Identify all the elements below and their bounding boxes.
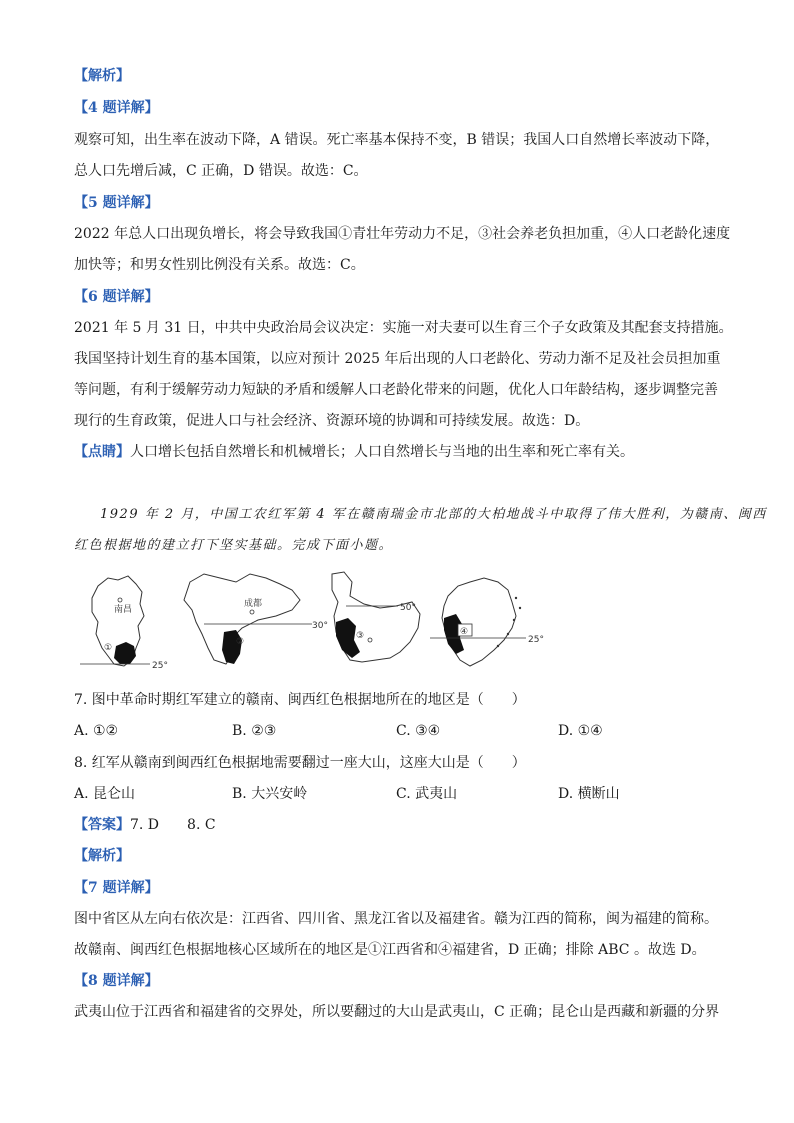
q8-stem: 8. 红军从赣南到闽西红色根据地需要翻过一座大山，这座大山是（ ） (74, 755, 526, 771)
answer-header: 【答案】 (74, 817, 130, 833)
note-line (74, 442, 634, 462)
q7-option-a: A. ①② (74, 723, 119, 739)
label-map-2: ② (236, 637, 245, 647)
map-fujian (430, 578, 544, 666)
q4-line-2: 总人口先增后减，C 正确，D 错误。故选：C。 (74, 163, 368, 179)
analysis-header: 【解析】 (74, 68, 130, 84)
note-header: 【点睛】 (74, 444, 130, 460)
q7-option-d: D. ①④ (558, 723, 603, 739)
q7-detail-line-1: 图中省区从左向右依次是：江西省、四川省、黑龙江省以及福建省。赣为江西的简称，闽为福建的简称。 (74, 911, 718, 927)
q8-option-d: D. 横断山 (558, 786, 620, 802)
analysis-header-2: 【解析】 (74, 848, 130, 864)
province-maps-figure (80, 568, 560, 676)
q5-line-2: 加快等；和男女性别比例没有关系。故选：C。 (74, 257, 365, 273)
q6-detail-header: 【6 题详解】 (74, 289, 159, 305)
passage-line-1: 1929 年 2 月，中国工农红军第 4 军在赣南瑞金市北部的大柏地战斗中取得了伟大胜利，为赣南、闽西 (100, 507, 767, 522)
q6-line-4: 现行的生育政策，促进人口与社会经济、资源环境的协调和可持续发展。故选：D。 (74, 413, 590, 429)
province-maps-svg (80, 568, 560, 676)
q7-option-c: C. ③④ (396, 723, 441, 739)
map-jiangxi (80, 576, 168, 671)
q8-option-c: C. 武夷山 (396, 786, 458, 802)
label-nanchang: 南昌 (114, 605, 133, 615)
q4-line-1: 观察可知，出生率在波动下降，A 错误。死亡率基本保持不变，B 错误；我国人口自然增长率波动下降， (74, 132, 720, 148)
q8-detail-header: 【8 题详解】 (74, 973, 159, 989)
map-sichuan (184, 574, 328, 664)
q5-line-1: 2022 年总人口出现负增长，将会导致我国①青壮年劳动力不足，③社会养老负担加重，④人口老龄化速度 (74, 226, 731, 242)
q7-stem: 7. 图中革命时期红军建立的赣南、闽西红色根据地所在的地区是（ ） (74, 692, 526, 708)
q6-line-1: 2021 年 5 月 31 日，中共中央政治局会议决定：实施一对夫妻可以生育三个子女政策及其配套支持措施。 (74, 320, 733, 336)
map-heilongjiang (332, 572, 420, 662)
q5-detail-header: 【5 题详解】 (74, 195, 159, 211)
answer-line (74, 815, 216, 835)
q7-detail-line-2: 故赣南、闽西红色根据地核心区域所在的地区是①江西省和④福建省，D 正确；排除 ABC 。故选 D。 (74, 942, 706, 958)
passage-line-2: 红色根据地的建立打下坚实基础。完成下面小题。 (74, 538, 394, 553)
q8-option-a: A. 昆仑山 (74, 786, 136, 802)
label-map-4: ④ (460, 627, 469, 637)
q8-detail-line-1: 武夷山位于江西省和福建省的交界处，所以要翻过的大山是武夷山，C 正确；昆仑山是西藏和新疆的分界 (74, 1004, 720, 1020)
label-lat-30: 30° (312, 621, 328, 631)
label-map-1: ① (104, 643, 113, 653)
note-text: 人口增长包括自然增长和机械增长；人口自然增长与当地的出生率和死亡率有关。 (130, 444, 634, 460)
label-lat-50: 50° (400, 603, 416, 613)
label-lat-25-b: 25° (528, 635, 544, 645)
q7-option-b: B. ②③ (232, 723, 277, 739)
label-chengdu: 成都 (244, 599, 263, 609)
label-map-3: ③ (356, 631, 365, 641)
q8-option-b: B. 大兴安岭 (232, 786, 308, 802)
q6-line-2: 我国坚持计划生育的基本国策，以应对预计 2025 年后出现的人口老龄化、劳动力渐不足及社会员担加重 (74, 351, 721, 367)
q6-line-3: 等问题，有利于缓解劳动力短缺的矛盾和缓解人口老龄化带来的问题，优化人口年龄结构，逐步调整完善 (74, 382, 718, 398)
q4-detail-header: 【4 题详解】 (74, 100, 159, 116)
answer-text: 7. D 8. C (130, 817, 216, 833)
label-lat-25-a: 25° (152, 661, 168, 671)
q7-detail-header: 【7 题详解】 (74, 880, 159, 896)
